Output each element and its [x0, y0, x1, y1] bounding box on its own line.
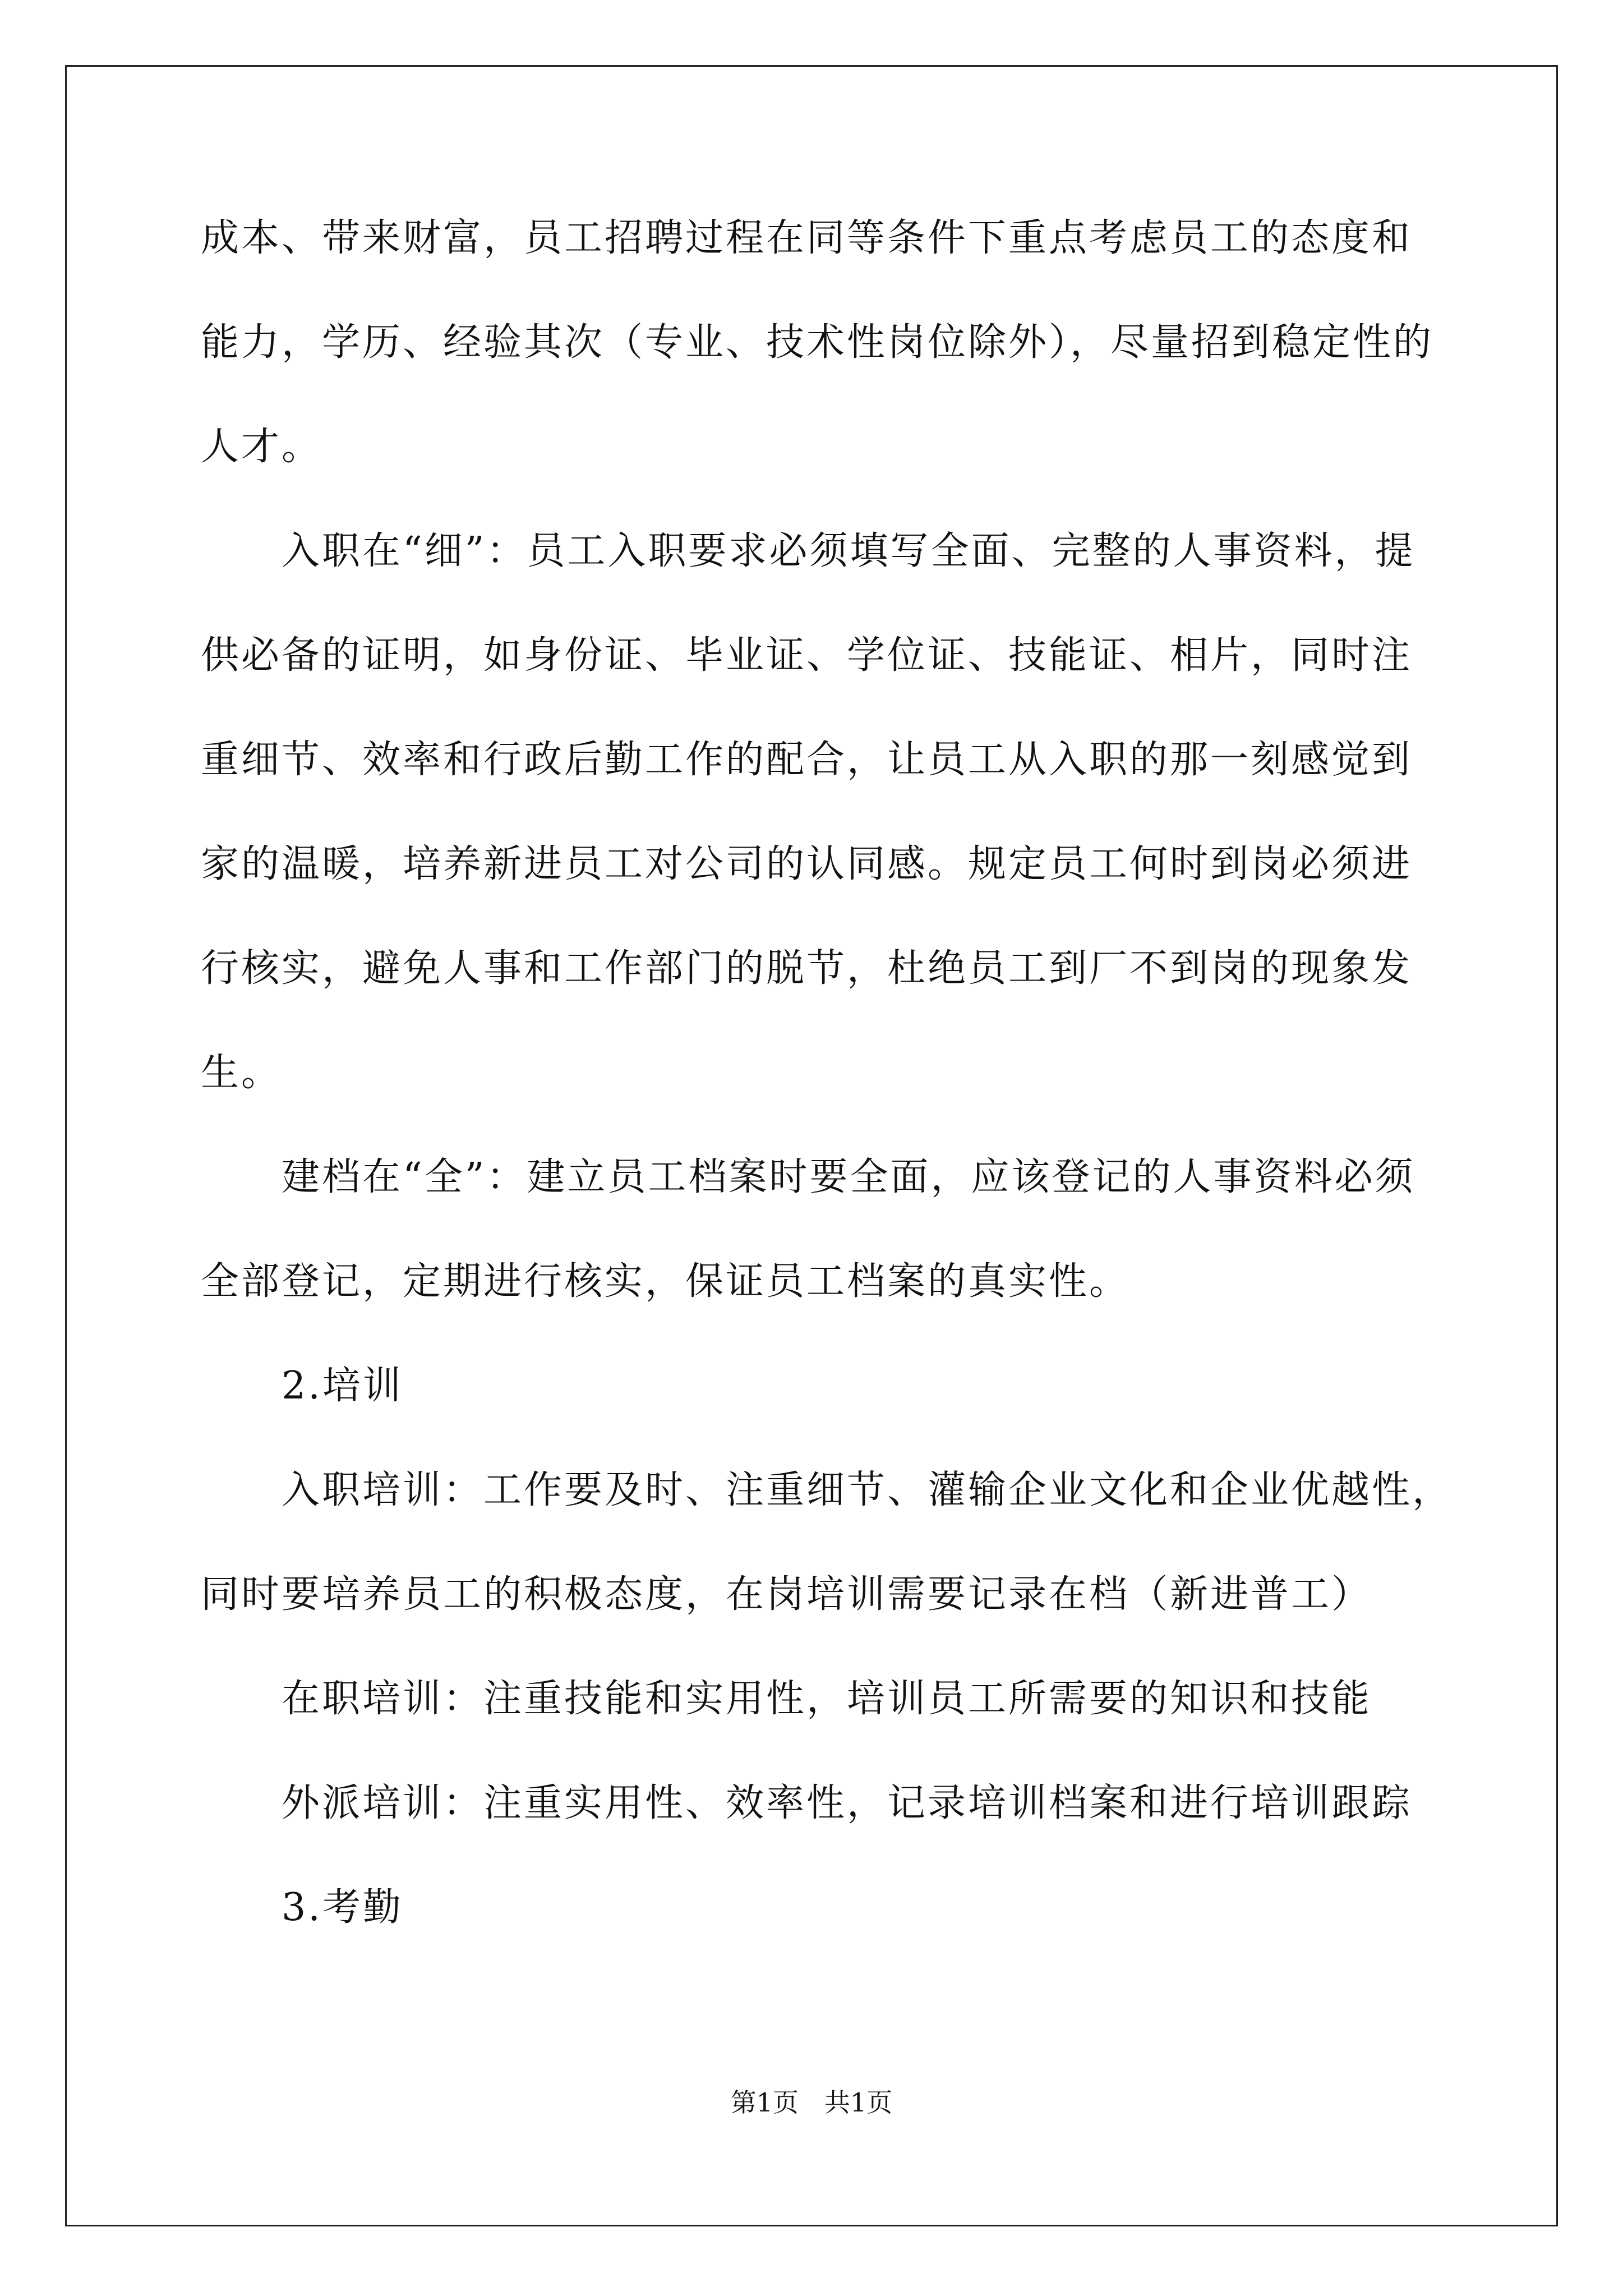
paragraph-line: 入职培训：工作要及时、注重细节、灌输企业文化和企业优越性， — [282, 1468, 1453, 1512]
paragraph-line: 同时要培养员工的积极态度，在岗培训需要记录在档（新进普工） — [201, 1572, 1372, 1617]
paragraph-line: 重细节、效率和行政后勤工作的配合，让员工从入职的那一刻感觉到 — [201, 738, 1413, 782]
paragraph-line: 入职在“细”：员工入职要求必须填写全面、完整的人事资料，提 — [282, 529, 1415, 573]
paragraph-line: 能力，学历、经验其次（专业、技术性岗位除外），尽量招到稳定性的 — [201, 320, 1434, 365]
paragraph-line: 行核实，避免人事和工作部门的脱节，杜绝员工到厂不到岗的现象发 — [201, 946, 1413, 991]
paragraph-line: 生。 — [201, 1051, 282, 1095]
section-heading: 3.考勤 — [282, 1885, 403, 1930]
section-heading: 2.培训 — [282, 1364, 403, 1408]
paragraph-line: 全部登记，定期进行核实，保证员工档案的真实性。 — [201, 1259, 1130, 1304]
paragraph-line: 建档在“全”：建立员工档案时要全面，应该登记的人事资料必须 — [282, 1155, 1415, 1199]
page-footer: 第1页 共1页 — [730, 2087, 893, 2118]
paragraph-line: 供必备的证明，如身份证、毕业证、学位证、技能证、相片，同时注 — [201, 633, 1413, 678]
paragraph-line: 在职培训：注重技能和实用性，培训员工所需要的知识和技能 — [282, 1677, 1372, 1721]
paragraph-line: 人才。 — [201, 425, 322, 469]
paragraph-line: 家的温暖，培养新进员工对公司的认同感。规定员工何时到岗必须进 — [201, 842, 1413, 886]
paragraph-line: 成本、带来财富，员工招聘过程在同等条件下重点考虑员工的态度和 — [201, 216, 1413, 260]
paragraph-line: 外派培训：注重实用性、效率性，记录培训档案和进行培训跟踪 — [282, 1781, 1413, 1825]
